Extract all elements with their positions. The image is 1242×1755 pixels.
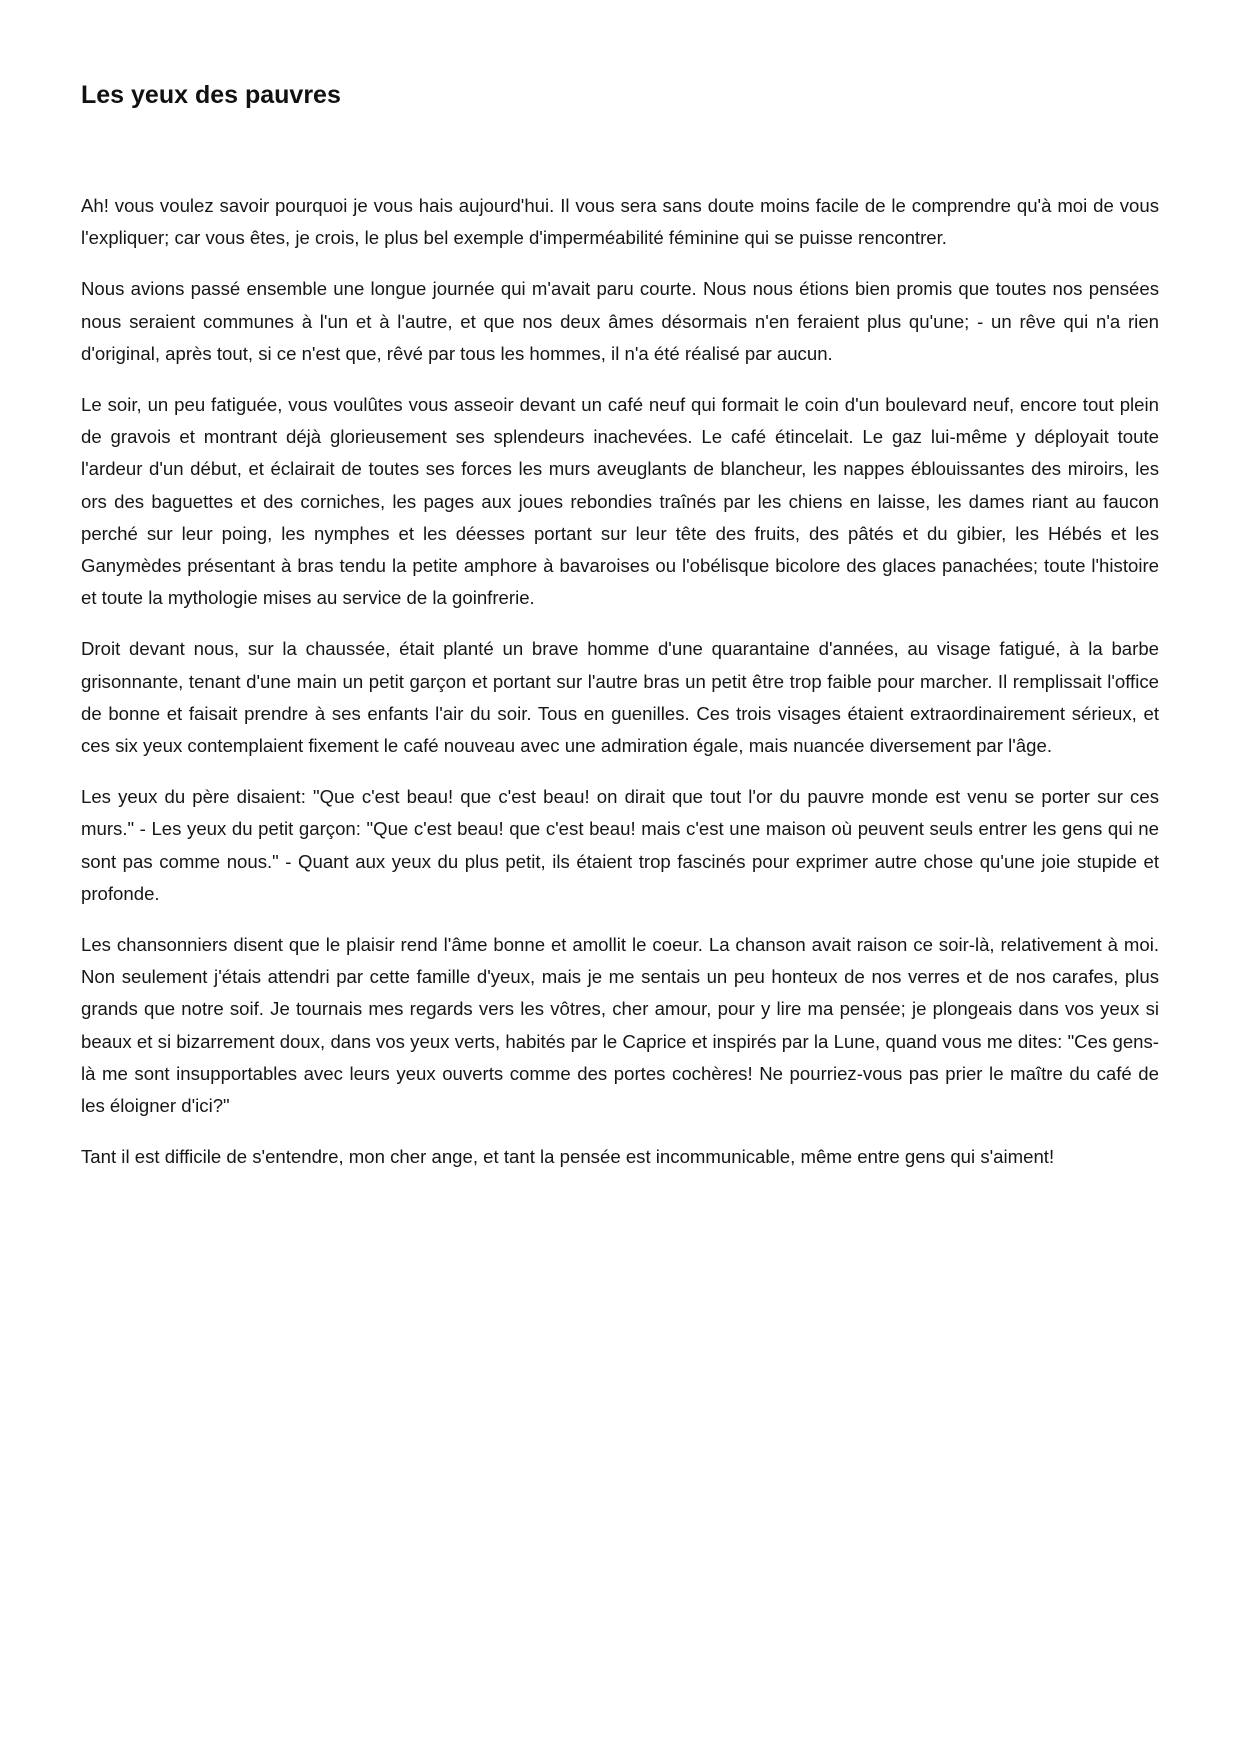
paragraph: Les chansonniers disent que le plaisir rend l'âme bonne et amollit le coeur. La chanson avait raison ce soir-là, relativement à moi. Non seulement j'étais attendri par cette famille d'yeux, mais je me sentais un peu honteux de nos verres et de nos carafes, plus grands que notre soif. Je tournais mes regards vers les vôtres, cher amour, pour y lire ma pensée; je plongeais dans vos yeux si beaux et si bizarrement doux, dans vos yeux verts, habités par le Caprice et inspirés par la Lune, quand vous me dites: "Ces gens-là me sont insupportables avec leurs yeux ouverts comme des portes cochères! Ne pourriez-vous pas prier le maître du café de les éloigner d'ici?" (81, 934, 1159, 1117)
paragraph: Ah! vous voulez savoir pourquoi je vous hais aujourd'hui. Il vous sera sans doute moins facile de le comprendre qu'à moi de vous l'expliquer; car vous êtes, je crois, le plus bel exemple d'imperméabilité féminine qui se puisse rencontrer. (81, 195, 1159, 249)
paragraph: Tant il est difficile de s'entendre, mon cher ange, et tant la pensée est incommunicable, même entre gens qui s'aiment! (81, 1146, 1055, 1168)
paragraph: Nous avions passé ensemble une longue journée qui m'avait paru courte. Nous nous étions bien promis que toutes nos pensées nous seraient communes à l'un et à l'autre, et que nos deux âmes désormais n'en feraient plus qu'une; - un rêve qui n'a rien d'original, après tout, si ce n'est que, rêvé par tous les hommes, il n'a été réalisé par aucun. (81, 278, 1159, 364)
paragraph: Droit devant nous, sur la chaussée, était planté un brave homme d'une quarantaine d'années, au visage fatigué, à la barbe grisonnante, tenant d'une main un petit garçon et portant sur l'autre bras un petit être trop faible pour marcher. Il remplissait l'office de bonne et faisait prendre à ses enfants l'air du soir. Tous en guenilles. Ces trois visages étaient extraordinairement sérieux, et ces six yeux contemplaient fixement le café nouveau avec une admiration égale, mais nuancée diversement par l'âge. (81, 638, 1159, 757)
document-body (81, 190, 1159, 1192)
document-title: Les yeux des pauvres (81, 81, 341, 109)
paragraph: Les yeux du père disaient: "Que c'est beau! que c'est beau! on dirait que tout l'or du pauvre monde est venu se porter sur ces murs." - Les yeux du petit garçon: "Que c'est beau! que c'est beau! mais c'est une maison où peuvent seuls entrer les gens qui ne sont pas comme nous." - Quant aux yeux du plus petit, ils étaient trop fascinés pour exprimer autre chose qu'une joie stupide et profonde. (81, 786, 1159, 904)
paragraph: Le soir, un peu fatiguée, vous voulûtes vous asseoir devant un café neuf qui formait le coin d'un boulevard neuf, encore tout plein de gravois et montrant déjà glorieusement ses splendeurs inachevées. Le café étincelait. Le gaz lui-même y déployait toute l'ardeur d'un début, et éclairait de toutes ses forces les murs aveuglants de blancheur, les nappes éblouissantes des miroirs, les ors des baguettes et des corniches, les pages aux joues rebondies traînés par les chiens en laisse, les dames riant au faucon perché sur leur poing, les nymphes et les déesses portant sur leur tête des fruits, des pâtés et du gibier, les Hébés et les Ganymèdes présentant à bras tendu la petite amphore à bavaroises ou l'obélisque bicolore des glaces panachées; toute l'histoire et toute la mythologie mises au service de la goinfrerie. (81, 394, 1159, 609)
